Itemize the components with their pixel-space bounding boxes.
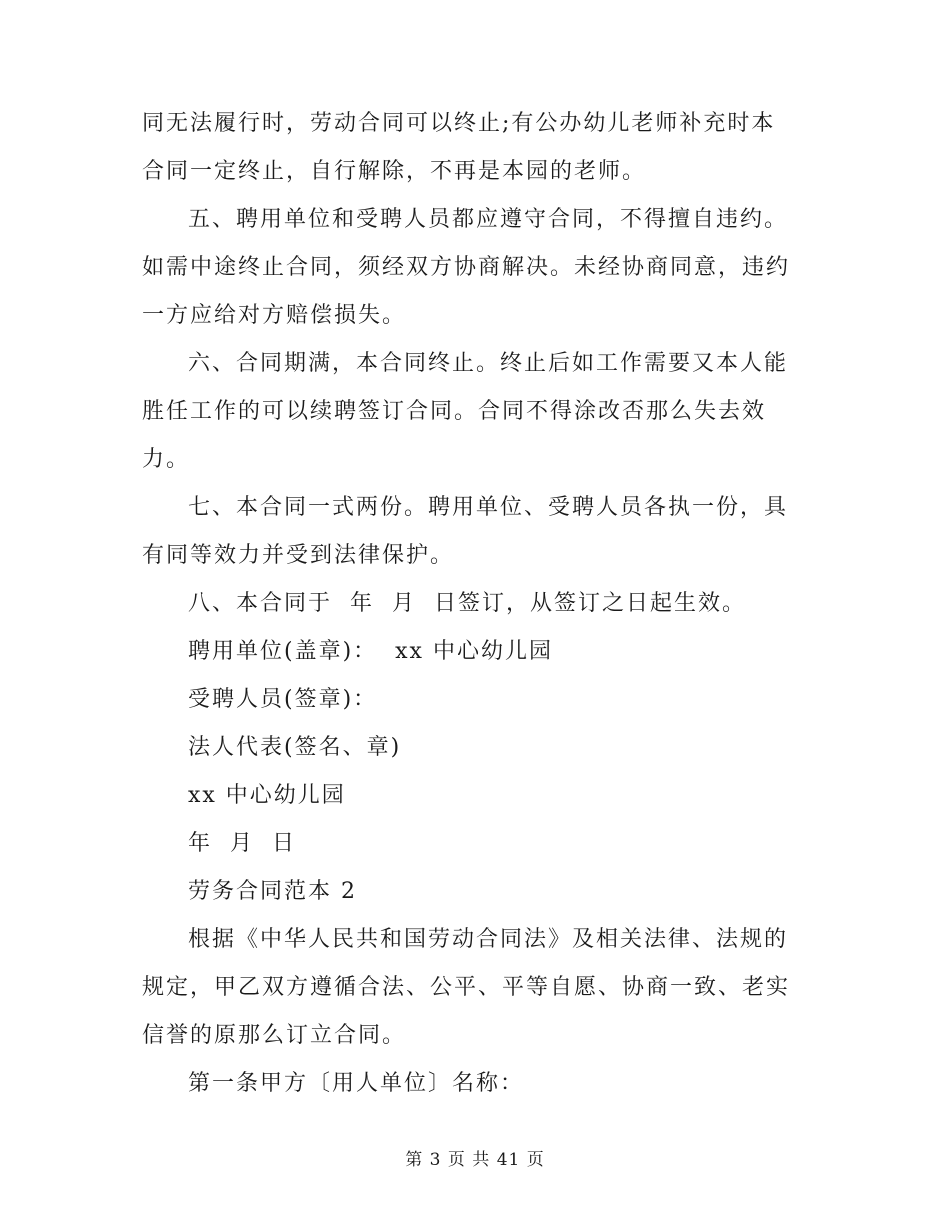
employer-signature-line: 聘用单位(盖章)： xx 中心幼儿园 (188, 639, 553, 664)
document-body (142, 100, 812, 1108)
clause-five: 五、聘用单位和受聘人员都应遵守合同，不得擅自违约。 (188, 207, 789, 232)
clause-seven: 七、本合同一式两份。聘用单位、受聘人员各执一份，具 (188, 495, 789, 520)
date-line: 年 月 日 (188, 831, 296, 856)
body-line: 同无法履行时，劳动合同可以终止;有公办幼儿老师补充时本 (142, 111, 776, 136)
page-number: 第 3 页 共 41 页 (405, 1150, 545, 1170)
legal-representative-line: 法人代表(签名、章) (188, 735, 402, 760)
employee-signature-line: 受聘人员(签章)： (188, 687, 378, 712)
article-one: 第一条甲方〔用人单位〕名称： (188, 1071, 525, 1096)
body-line: 力。 (142, 447, 191, 472)
body-line: 合同一定终止，自行解除，不再是本园的老师。 (142, 159, 647, 184)
body-line: 胜任工作的可以续聘签订合同。合同不得涂改否那么失去效 (142, 399, 767, 424)
body-line: 规定，甲乙双方遵循合法、公平、平等自愿、协商一致、老实 (142, 975, 791, 1000)
body-line: 一方应给对方赔偿损失。 (142, 303, 407, 328)
body-line: 有同等效力并受到法律保护。 (142, 543, 455, 568)
clause-eight: 八、本合同于 年 月 日签订，从签订之日起生效。 (188, 591, 746, 616)
body-line: 根据《中华人民共和国劳动合同法》及相关法律、法规的 (188, 927, 789, 952)
clause-six: 六、合同期满，本合同终止。终止后如工作需要又本人能 (188, 351, 789, 376)
organization-name: xx 中心幼儿园 (188, 783, 346, 808)
body-line: 如需中途终止合同，须经双方协商解决。未经协商同意，违约 (142, 255, 791, 280)
body-line: 信誉的原那么订立合同。 (142, 1023, 407, 1048)
section-title: 劳务合同范本 2 (188, 879, 357, 904)
